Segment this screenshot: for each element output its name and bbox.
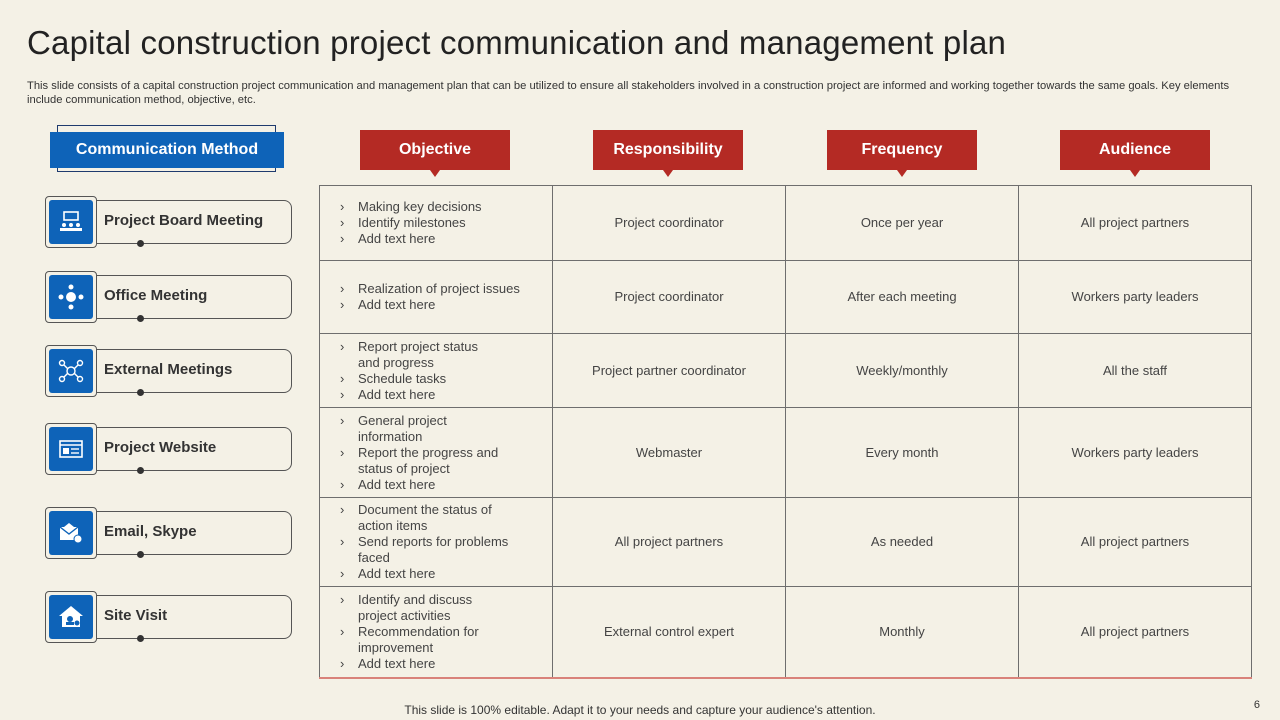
responsibility-header: Responsibility	[593, 130, 743, 170]
footer-note: This slide is 100% editable. Adapt it to your needs and capture your audience's attention.	[404, 703, 876, 717]
objective-item: › Add text here	[340, 297, 548, 313]
objective-item: › Document the status of action items	[340, 502, 510, 534]
method-card-office-meeting	[45, 271, 293, 321]
connector-dot	[137, 315, 144, 322]
objective-item: › Recommendation for improvement	[340, 624, 490, 656]
network-icon	[49, 349, 93, 393]
frequency-cell: Every month	[786, 408, 1019, 498]
method-card-site-visit	[45, 591, 293, 641]
connector-dot	[137, 551, 144, 558]
objective-cell	[320, 498, 553, 587]
objective-item: › Identify and discuss project activities	[340, 592, 490, 624]
objective-item: › Realization of project issues	[340, 281, 548, 297]
email-icon	[49, 511, 93, 555]
objective-cell	[320, 334, 553, 408]
objective-cell	[320, 261, 553, 334]
connector-dot	[137, 389, 144, 396]
method-icon-frame	[45, 196, 97, 248]
office-meeting-icon	[49, 275, 93, 319]
objective-cell	[320, 408, 553, 498]
objective-item: › Making key decisions	[340, 199, 548, 215]
connector-dot	[137, 635, 144, 642]
method-label: Email, Skype	[104, 523, 197, 540]
objective-item: › Report the progress and status of project	[340, 445, 510, 477]
objective-cell	[320, 186, 553, 261]
method-header: Communication Method	[50, 132, 284, 168]
table-row	[320, 587, 1252, 678]
table-row	[320, 408, 1252, 498]
frequency-cell: After each meeting	[786, 261, 1019, 334]
objective-item: › Add text here	[340, 656, 490, 672]
method-label: Project Website	[104, 439, 217, 456]
frequency-cell: As needed	[786, 498, 1019, 587]
responsibility-cell: Project coordinator	[553, 186, 786, 261]
responsibility-cell: Project coordinator	[553, 261, 786, 334]
connector-dot	[137, 240, 144, 247]
site-visit-icon	[49, 595, 93, 639]
website-icon	[49, 427, 93, 471]
responsibility-cell: External control expert	[553, 587, 786, 678]
objective-header: Objective	[360, 130, 510, 170]
method-card-project-website	[45, 423, 293, 473]
objective-item: › Add text here	[340, 477, 510, 493]
objective-item: › Add text here	[340, 231, 548, 247]
method-label: Site Visit	[104, 607, 168, 624]
audience-cell: All project partners	[1019, 186, 1252, 261]
frequency-cell: Once per year	[786, 186, 1019, 261]
audience-cell: Workers party leaders	[1019, 261, 1252, 334]
objective-item: › Identify milestones	[340, 215, 548, 231]
method-icon-frame	[45, 271, 97, 323]
frequency-cell: Monthly	[786, 587, 1019, 678]
frequency-header: Frequency	[827, 130, 977, 170]
method-card-external-meetings	[45, 345, 293, 395]
method-icon-frame	[45, 507, 97, 559]
table-row	[320, 334, 1252, 408]
audience-header: Audience	[1060, 130, 1210, 170]
responsibility-cell: Project partner coordinator	[553, 334, 786, 408]
responsibility-cell: Webmaster	[553, 408, 786, 498]
page-number: 6	[1253, 699, 1260, 711]
table-row	[320, 261, 1252, 334]
connector-dot	[137, 467, 144, 474]
objective-item: › Add text here	[340, 387, 490, 403]
slide-title: Capital construction project communication and management plan	[27, 24, 1007, 61]
objective-item: › Schedule tasks	[340, 371, 490, 387]
audience-cell: All project partners	[1019, 498, 1252, 587]
table-row	[320, 498, 1252, 587]
method-card-board-meeting	[45, 196, 293, 246]
objective-item: › Report project status and progress	[340, 339, 490, 371]
method-label: External Meetings	[104, 361, 233, 378]
plan-table	[319, 185, 1252, 679]
slide-subtitle: This slide consists of a capital construction project communication and management plan that can be utilized to ensure all stakeholders involved in a construction project are informed and working together towards the same goals. Key elements include communication method, objective, etc.	[27, 80, 1230, 106]
objective-item: › Add text here	[340, 566, 510, 582]
objective-item: › General project information	[340, 413, 510, 445]
table-row	[320, 186, 1252, 261]
objective-item: › Send reports for problems faced	[340, 534, 510, 566]
audience-cell: All the staff	[1019, 334, 1252, 408]
frequency-cell: Weekly/monthly	[786, 334, 1019, 408]
method-label: Project Board Meeting	[104, 212, 264, 229]
method-icon-frame	[45, 591, 97, 643]
method-label: Office Meeting	[104, 287, 208, 304]
method-card-email-skype	[45, 507, 293, 557]
board-meeting-icon	[49, 200, 93, 244]
audience-cell: All project partners	[1019, 587, 1252, 678]
audience-cell: Workers party leaders	[1019, 408, 1252, 498]
method-icon-frame	[45, 423, 97, 475]
method-icon-frame	[45, 345, 97, 397]
responsibility-cell: All project partners	[553, 498, 786, 587]
objective-cell	[320, 587, 553, 678]
